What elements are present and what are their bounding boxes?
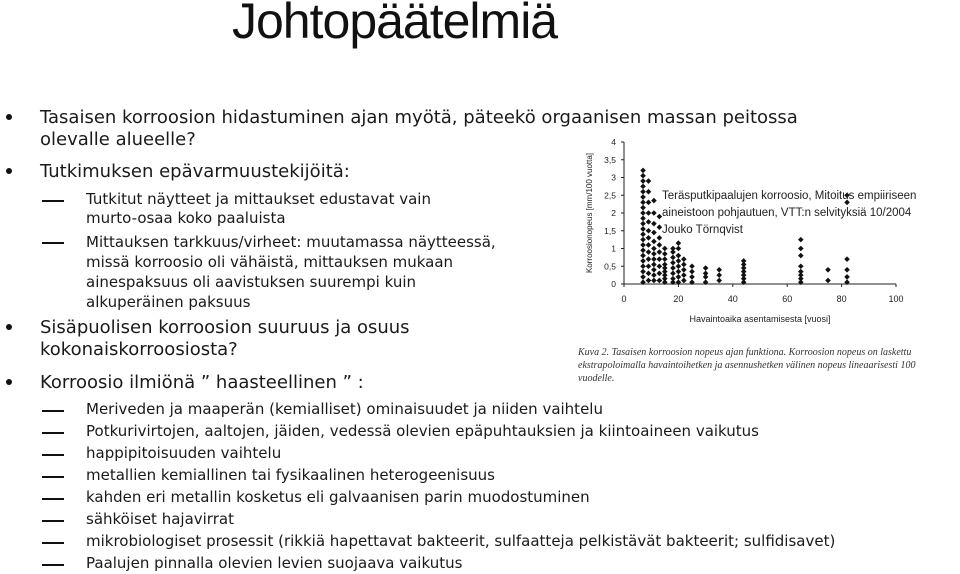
- data-point: [640, 168, 646, 174]
- data-point: [657, 242, 663, 248]
- bullet-4-sub-item: Meriveden ja maaperän (kemialliset) ominaisuudet ja niiden vaihtelu: [86, 400, 603, 418]
- data-point: [676, 253, 682, 259]
- sub-bullet-dash: [42, 498, 64, 500]
- data-point: [640, 237, 646, 243]
- data-point: [640, 274, 646, 280]
- data-point: [676, 258, 682, 264]
- bullet-4-sub-item: sähköiset hajavirrat: [86, 510, 234, 528]
- data-point: [646, 242, 652, 248]
- bullet-4-sub-item: mikrobiologiset prosessit (rikkiä hapettavat bakteerit, sulfaatteja pelkistävät bakteerit; sulfidisavet): [86, 532, 836, 550]
- y-tick-label: 2: [611, 208, 616, 218]
- data-point: [657, 278, 663, 284]
- bullet-2-sub-1-line-2: murto-osaa koko paaluista: [86, 209, 286, 227]
- bullet-1-line-1: Tasaisen korroosion hidastuminen ajan myötä, päteekö orgaanisen massan peitossa: [40, 107, 798, 128]
- bullet-2: Tutkimuksen epävarmuustekijöitä:: [40, 161, 350, 182]
- data-point: [681, 272, 687, 278]
- sub-bullet-dash: [42, 520, 64, 522]
- data-point: [640, 263, 646, 269]
- y-tick-label: 4: [611, 137, 616, 147]
- data-point: [651, 221, 657, 227]
- data-point: [681, 256, 687, 262]
- data-point: [646, 271, 652, 277]
- data-point: [657, 271, 663, 277]
- data-point: [640, 269, 646, 275]
- bullet-2-sub-2-line-2: missä korroosio oli vähäistä, mittauksen mukaan: [86, 253, 454, 271]
- data-point: [798, 253, 804, 259]
- sub-bullet-dash: [42, 200, 64, 202]
- data-point: [662, 256, 668, 262]
- sub-bullet-dash: [42, 242, 64, 244]
- data-point: [640, 194, 646, 200]
- data-point: [844, 256, 850, 262]
- data-point: [825, 278, 831, 284]
- bullet-2-sub-2-line-1: Mittauksen tarkkuus/virheet: muutamassa näytteessä,: [86, 233, 496, 251]
- data-point: [689, 269, 695, 275]
- data-point: [646, 278, 652, 284]
- data-point: [657, 263, 663, 269]
- x-tick-label: 40: [727, 294, 738, 304]
- data-point: [640, 173, 646, 179]
- bullet-4-sub-item: kahden eri metallin kosketus eli galvaanisen parin muodostuminen: [86, 488, 590, 506]
- data-point: [844, 267, 850, 273]
- sub-bullet-dash: [42, 542, 64, 544]
- data-point: [670, 265, 676, 271]
- data-point: [676, 240, 682, 246]
- y-tick-label: 0: [611, 279, 616, 289]
- data-point: [651, 272, 657, 278]
- y-axis-label: Korroosionopeus [mm/100 vuotta]: [585, 152, 594, 274]
- bullet-3-line-2: kokonaiskorroosiosta?: [40, 339, 238, 360]
- data-point: [844, 274, 850, 280]
- data-point: [646, 210, 652, 216]
- data-point: [676, 274, 682, 280]
- figure-caption: Kuva 2. Tasaisen korroosion nopeus ajan funktiona. Korroosion nopeus on laskettu ekstrapoloimalla havaintoihetken ja asennushetken välinen nopeus lineaarisesti 100 vuodelle.: [578, 347, 916, 384]
- data-point: [703, 265, 709, 271]
- data-point: [640, 221, 646, 227]
- x-axis-label: Havaintoaika asentamisesta [vuosi]: [689, 314, 831, 324]
- data-point: [741, 258, 747, 264]
- data-point: [640, 253, 646, 259]
- data-point: [646, 189, 652, 195]
- x-tick-label: 80: [836, 294, 847, 304]
- data-point: [646, 256, 652, 262]
- data-point: [703, 271, 709, 277]
- data-point: [646, 235, 652, 241]
- data-point: [640, 205, 646, 211]
- data-point: [651, 239, 657, 245]
- bullet-dot: [6, 114, 12, 120]
- data-point: [646, 219, 652, 225]
- data-point: [825, 267, 831, 273]
- bullet-2-sub-2-line-4: alkuperäinen paksuus: [86, 293, 251, 311]
- data-point: [716, 272, 722, 278]
- data-point: [662, 251, 668, 257]
- data-point: [670, 271, 676, 277]
- data-point: [640, 226, 646, 232]
- sub-bullet-dash: [42, 564, 64, 566]
- data-point: [716, 267, 722, 273]
- data-point: [681, 278, 687, 284]
- bullet-4: Korroosio ilmiönä ” haasteellinen ” :: [40, 372, 364, 393]
- data-point: [689, 274, 695, 280]
- bullet-4-sub-item: happipitoisuuden vaihtelu: [86, 444, 282, 462]
- data-point: [646, 263, 652, 269]
- data-point: [670, 246, 676, 252]
- data-point: [640, 189, 646, 195]
- data-point: [640, 247, 646, 253]
- reference-line-1: Teräsputkipaalujen korroosio, Mitoitus empiiriseen: [662, 190, 917, 202]
- data-point: [646, 200, 652, 206]
- data-point: [716, 278, 722, 284]
- bullet-dot: [6, 168, 12, 174]
- y-tick-label: 2,5: [604, 190, 616, 201]
- data-point: [640, 242, 646, 248]
- data-point: [670, 260, 676, 266]
- x-tick-label: 0: [621, 294, 627, 304]
- data-point: [651, 210, 657, 216]
- bullet-4-sub-item: Potkurivirtojen, aaltojen, jäiden, vedessä olevien epäpuhtauksien ja kiintoaineen vaikutus: [86, 422, 759, 440]
- data-point: [676, 269, 682, 275]
- reference-line-2: aineistoon pohjautuen, VTT:n selvityksiä 10/2004: [662, 207, 912, 219]
- y-tick-label: 1,5: [604, 225, 616, 236]
- x-tick-label: 60: [782, 294, 793, 304]
- data-point: [651, 251, 657, 257]
- x-tick-label: 20: [673, 294, 684, 304]
- data-point: [657, 249, 663, 255]
- data-point: [651, 246, 657, 252]
- data-point: [640, 216, 646, 222]
- data-point: [640, 200, 646, 206]
- x-tick-label: 100: [888, 294, 904, 304]
- data-point: [681, 262, 687, 268]
- sub-bullet-dash: [42, 410, 64, 412]
- data-point: [689, 263, 695, 269]
- data-point: [646, 178, 652, 184]
- y-tick-label: 0,5: [604, 261, 616, 272]
- data-point: [670, 276, 676, 282]
- data-point: [670, 255, 676, 261]
- sub-bullet-dash: [42, 432, 64, 434]
- data-point: [657, 256, 663, 262]
- data-point: [640, 184, 646, 190]
- y-tick-label: 3: [611, 172, 616, 183]
- sub-bullet-dash: [42, 454, 64, 456]
- sub-bullet-dash: [42, 476, 64, 478]
- data-point: [681, 267, 687, 273]
- bullet-3-line-1: Sisäpuolisen korroosion suuruus ja osuus: [40, 317, 410, 338]
- data-point: [651, 267, 657, 273]
- data-point: [646, 249, 652, 255]
- reference-citation: [662, 188, 916, 239]
- data-point: [651, 230, 657, 236]
- reference-line-3: Jouko Törnqvist: [662, 224, 743, 236]
- y-tick-label: 1: [611, 243, 616, 254]
- data-point: [798, 263, 804, 269]
- data-point: [798, 269, 804, 275]
- data-point: [662, 262, 668, 268]
- data-point: [798, 246, 804, 252]
- bullet-dot: [6, 324, 12, 330]
- bullet-2-sub-1-line-1: Tutkitut näytteet ja mittaukset edustavat vain: [86, 190, 431, 208]
- bullet-1-line-2: olevalle alueelle?: [40, 129, 196, 150]
- data-point: [640, 232, 646, 238]
- data-point: [651, 278, 657, 284]
- data-point: [640, 210, 646, 216]
- data-point: [651, 198, 657, 204]
- bullet-dot: [6, 379, 12, 385]
- data-point: [651, 256, 657, 262]
- bullet-4-sub-item: Paalujen pinnalla olevien levien suojaava vaikutus: [86, 554, 463, 572]
- data-point: [640, 178, 646, 184]
- data-point: [646, 228, 652, 234]
- y-tick-label: 3,5: [604, 154, 616, 165]
- data-point: [662, 246, 668, 252]
- data-point: [676, 246, 682, 252]
- data-point: [651, 262, 657, 268]
- page-title: Johtopäätelmiä: [232, 0, 558, 49]
- data-point: [676, 263, 682, 269]
- bullet-4-sub-item: metallien kemiallinen tai fysikaalinen heterogeenisuus: [86, 466, 495, 484]
- data-point: [640, 258, 646, 264]
- bullet-2-sub-2-line-3: ainespaksuus oli aavistuksen suurempi kuin: [86, 273, 417, 291]
